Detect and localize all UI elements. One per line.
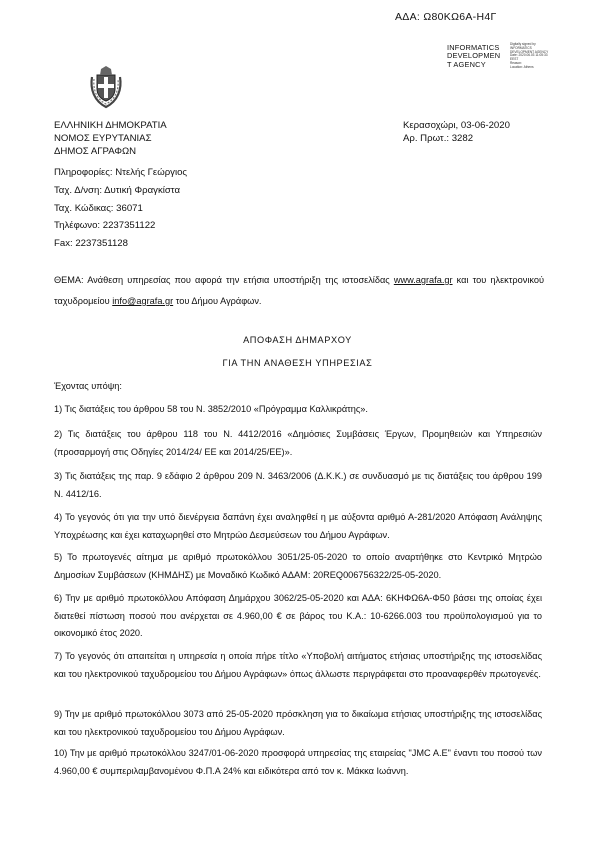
signature-line: Date: 2020.06.03 11:05:33 bbox=[510, 53, 548, 58]
subject-text: ΘΕΜΑ: Ανάθεση υπηρεσίας που αφορά την ετήσια υποστήριξη της ιστοσελίδας bbox=[54, 275, 394, 285]
ida-logo bbox=[447, 44, 500, 69]
signature-line: Reason: bbox=[510, 60, 522, 65]
issuer-line: ΝΟΜΟΣ ΕΥΡΥΤΑΝΙΑΣ bbox=[54, 133, 152, 145]
consideration-paragraph: 1) Τις διατάξεις του άρθρου 58 του Ν. 3852/2010 «Πρόγραμμα Καλλικράτης». bbox=[54, 404, 368, 414]
website-link[interactable]: www.agrafa.gr bbox=[393, 275, 453, 285]
document-date: Κερασοχώρι, 03-06-2020 bbox=[403, 120, 510, 131]
contact-line: Ταχ. Κώδικας: 36071 bbox=[54, 202, 143, 214]
consideration-paragraph: 3) Τις διατάξεις της παρ. 9 εδάφιο 2 άρθρου 209 Ν. 3463/2006 (Δ.Κ.Κ.) σε συνδυασμό με τις διατάξεις του άρθρου 199 Ν. 4412/16. bbox=[54, 471, 542, 499]
contact-line: Ταχ. Δ/νση: Δυτική Φραγκίστα bbox=[54, 184, 180, 196]
consideration-paragraph: 9) Την με αριθμό πρωτοκόλλου 3073 από 25-05-2020 πρόσκληση για το δικαίωμα ετήσιας υποστήριξης της ιστοσελίδας και του ηλεκτρονικού ταχυδρομείου του Δήμου Αγράφων. bbox=[54, 709, 542, 737]
consideration-paragraph: 4) Το γεγονός ότι για την υπό διενέργεια δαπάνη έχει αναληφθεί η με αύξοντα αριθμό Α-281/2020 Απόφαση Ανάληψης Υποχρέωσης και έχει καταχωρηθεί στο Μητρώο Δεσμεύσεων του Δήμου Αγράφων. bbox=[54, 512, 542, 540]
consideration-paragraph: 6) Την με αριθμό πρωτοκόλλου Απόφαση Δημάρχου 3062/25-05-2020 και ΑΔΑ: 6ΚΗΦΩ6Α-Φ50 βάσει της οποίας έχει διατεθεί πίστωση ποσού που ανέρχεται σε 4.960,00 € σε βάρος του Κ.Α.: 10-6266.003 του προϋπολογισμού για το οικονομικό έτος 2020. bbox=[54, 593, 542, 638]
ida-logo-line: T AGENCY bbox=[447, 59, 486, 69]
coat-of-arms-icon bbox=[86, 63, 126, 111]
contact-line: Τηλέφωνο: 2237351122 bbox=[54, 220, 156, 232]
subject-line bbox=[54, 270, 544, 312]
date-protocol-block bbox=[403, 119, 510, 145]
issuer-line: ΔΗΜΟΣ ΑΓΡΑΦΩΝ bbox=[54, 146, 137, 158]
contact-line: Πληροφορίες: Ντελής Γεώργιος bbox=[54, 167, 188, 178]
ida-logo-line: INFORMATICS bbox=[447, 43, 500, 52]
signature-line: INFORMATICS bbox=[510, 45, 532, 50]
contact-line: Fax: 2237351128 bbox=[54, 238, 128, 250]
consideration-paragraph: 7) Το γεγονός ότι απαιτείται η υπηρεσία η οποία πήρε τίτλο «Υποβολή αιτήματος ετήσιας υποστήριξης της ιστοσελίδας και του ηλεκτρονικού ταχυδρομείου του Δήμου Αγράφων» όπως άλλωστε περιγράφεται στο προαναφερθέν πρωτογενές. bbox=[54, 651, 542, 679]
consideration-paragraph: 5) Το πρωτογενές αίτημα με αριθμό πρωτοκόλλου 3051/25-05-2020 το οποίο αναρτήθηκε στο Κεντρικό Μητρώο Δημοσίων Συμβάσεων (ΚΗΜΔΗΣ) με Μοναδικό Κωδικό ΑΔΑΜ: 20REQ006756322/25-05-2020. bbox=[54, 552, 542, 580]
ada-code: ΑΔΑ: Ω80ΚΩ6Α-Η4Γ bbox=[395, 11, 497, 23]
ida-logo-line: DEVELOPMEN bbox=[447, 51, 501, 61]
subject-text: και του ηλεκτρονικού ταχυδρομείου bbox=[54, 275, 544, 306]
decision-title: ΑΠΟΦΑΣΗ ΔΗΜΑΡΧΟΥ bbox=[243, 335, 352, 345]
protocol-number: Αρ. Πρωτ.: 3282 bbox=[403, 133, 474, 145]
issuer-line: ΕΛΛΗΝΙΚΗ ΔΗΜΟΚΡΑΤΙΑ bbox=[54, 120, 167, 131]
decision-subtitle: ΓΙΑ ΤΗΝ ΑΝΑΘΕΣΗ ΥΠΗΡΕΣΙΑΣ bbox=[222, 358, 373, 368]
signature-line: Location: Athens bbox=[510, 64, 534, 69]
issuer-block bbox=[54, 119, 167, 159]
consideration-paragraph: 10) Την με αριθμό πρωτοκόλλου 3247/01-06-2020 προσφορά υπηρεσίας της εταιρείας "JMC A.E" έναντι του ποσού των 4.960,00 € συμπεριλαμβανομένου Φ.Π.Α 24% και ειδικότερα από τον κ. Μάκκα Ιωάννη. bbox=[54, 748, 542, 776]
considerations-intro: Έχοντας υπόψη: bbox=[54, 381, 122, 391]
consideration-paragraph: 2) Τις διατάξεις του άρθρου 118 του Ν. 4412/2016 «Δημόσιες Συμβάσεις Έργων, Προμηθειών και Υπηρεσιών (προσαρμογή στις Οδηγίες 2014/24/ ΕΕ και 2014/25/ΕΕ)». bbox=[54, 429, 542, 457]
signature-line: EEST bbox=[510, 57, 519, 62]
email-link[interactable]: info@agrafa.gr bbox=[112, 296, 174, 306]
contact-block bbox=[54, 164, 187, 253]
digital-signature-stamp bbox=[510, 43, 570, 70]
subject-text: του Δήμου Αγράφων. bbox=[173, 296, 262, 306]
signature-line: Digitally signed by bbox=[510, 42, 536, 46]
signature-line: DEVELOPMENT AGENCY bbox=[510, 49, 549, 54]
